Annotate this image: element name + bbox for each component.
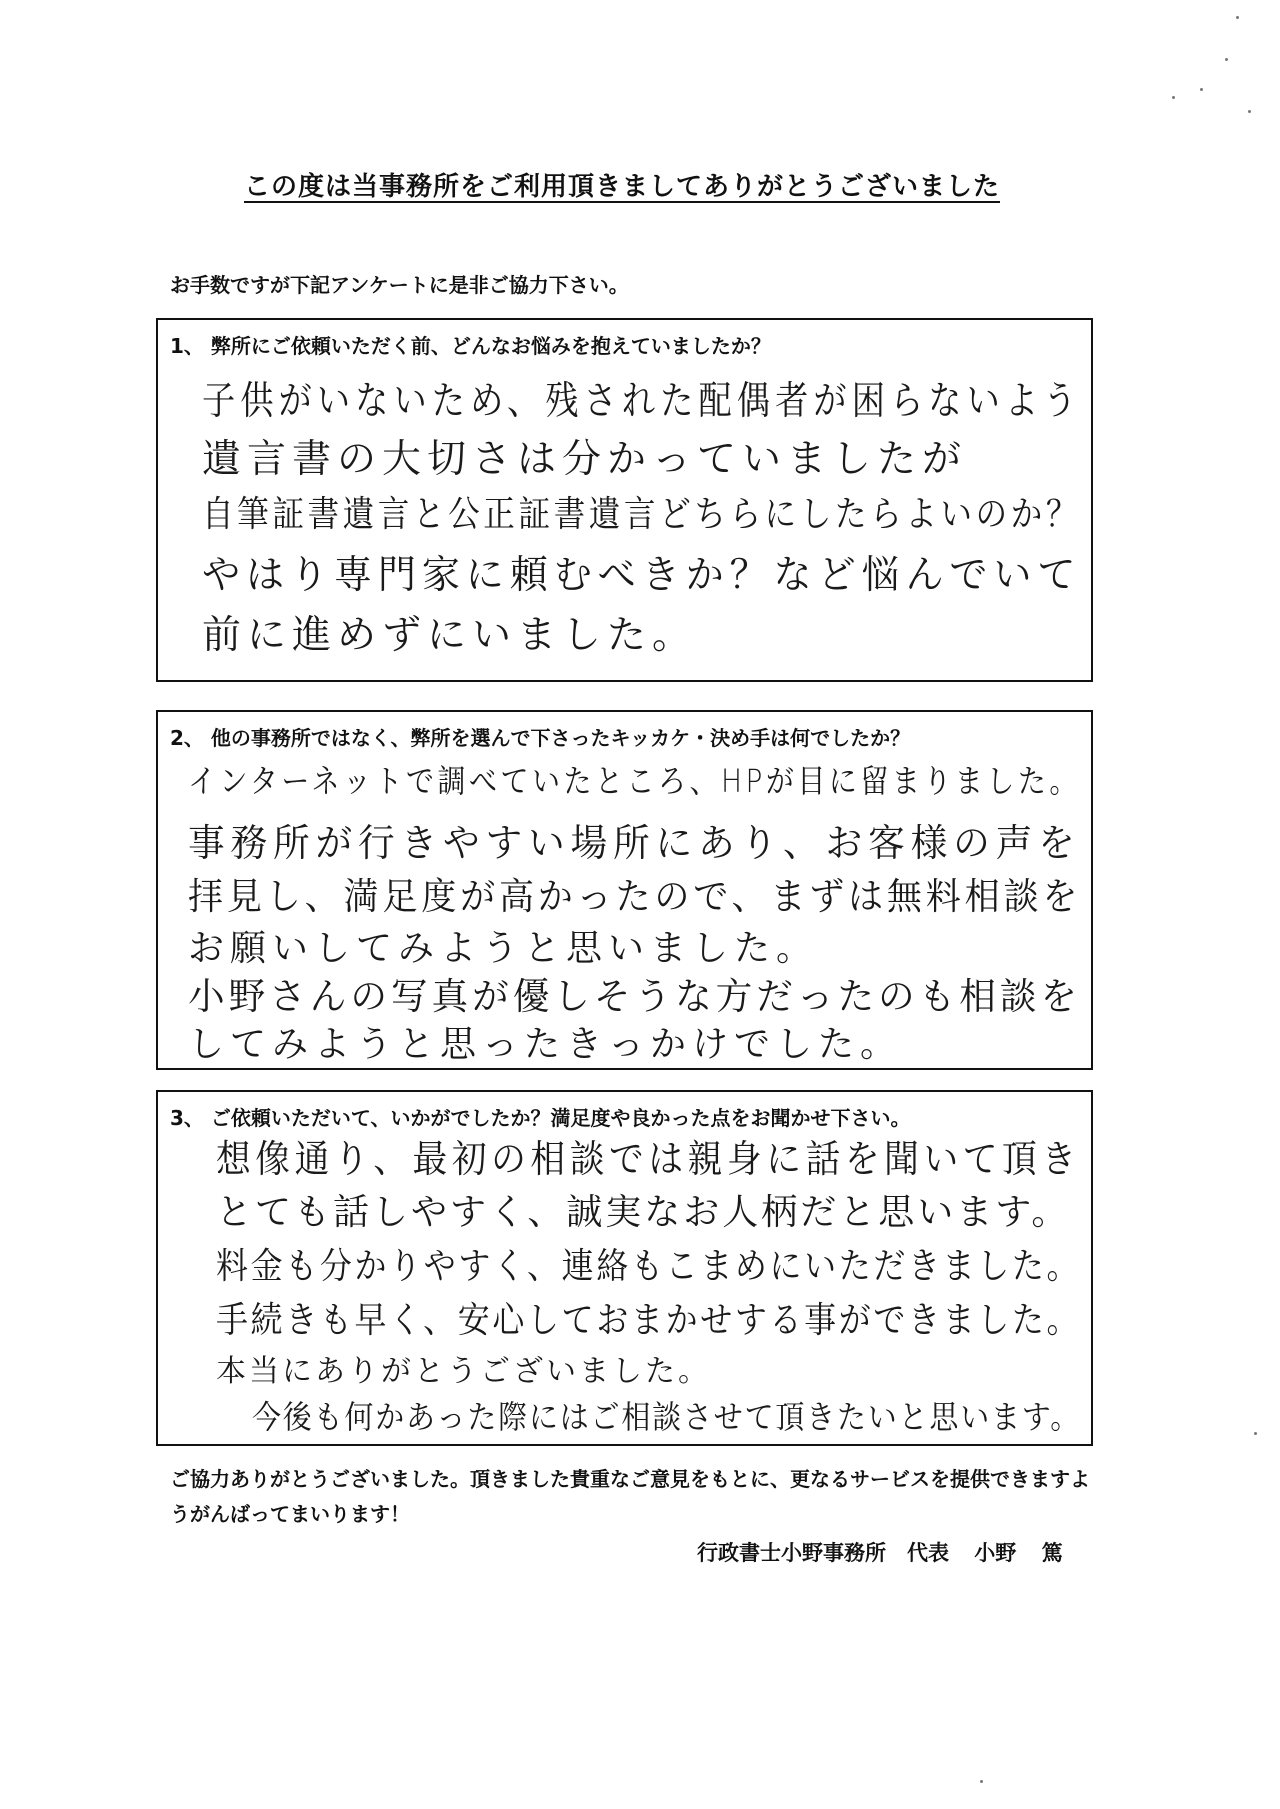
- answer-1-line-3: 自筆証書遺言と公正証書遺言どちらにしたらよいのか？: [202, 494, 1082, 535]
- scan-speck: [1254, 1432, 1257, 1435]
- answer-2-line-5: 小野さんの写真が優しそうな方だったのも相談を: [188, 975, 1081, 1018]
- question-3-box: [156, 1090, 1093, 1446]
- question-1-prompt: 1、 弊所にご依頼いただく前、どんなお悩みを抱えていましたか？: [170, 334, 771, 358]
- question-3-prompt: 3、 ご依頼いただいて、いかがでしたか？満足度や良かった点をお聞かせ下さい。: [170, 1106, 911, 1130]
- scan-speck: [1248, 110, 1251, 113]
- question-2-prompt: 2、 他の事務所ではなく、弊所を選んで下さったキッカケ・決め手は何でしたか？: [170, 726, 911, 750]
- scan-speck: [1172, 96, 1175, 99]
- answer-3-line-5: 本当にありがとうございました。: [216, 1354, 711, 1389]
- question-2-box: [156, 710, 1093, 1070]
- answer-3-line-2: とても話しやすく、誠実なお人柄だと思います。: [216, 1192, 1071, 1233]
- survey-intro: お手数ですが下記アンケートに是非ご協力下さい。: [170, 273, 629, 297]
- answer-1-line-2: 遺言書の大切さは分かっていましたが: [202, 437, 968, 482]
- answer-2-line-1: インターネットで調べていたところ、HPが目に留まりました。: [188, 762, 1081, 800]
- scan-speck: [980, 1780, 983, 1783]
- answer-1-line-5: 前に進めずにいました。: [202, 613, 698, 658]
- answer-3-line-6: 今後も何かあった際にはご相談させて頂きたいと思います。: [252, 1398, 1082, 1436]
- question-1-box: [156, 318, 1093, 682]
- closing-thanks: ご協力ありがとうございました。頂きました貴重なご意見をもとに、更なるサービスを提供できますようがんばってまいります！: [170, 1467, 1090, 1526]
- answer-2-line-3: 拝見し、満足度が高かったので、まずは無料相談を: [188, 875, 1082, 918]
- answer-3-line-1: 想像通り、最初の相談では親身に話を聞いて頂き: [216, 1137, 1081, 1181]
- scan-speck: [1200, 88, 1203, 91]
- answer-1-line-1: 子供がいないため、残された配偶者が困らないよう: [202, 379, 1082, 424]
- scan-speck: [1225, 58, 1228, 61]
- answer-2-line-6: してみようと思ったきっかけでした。: [188, 1024, 903, 1065]
- answer-1-line-4: やはり専門家に頼むべきか？など悩んでいて: [202, 553, 1082, 598]
- answer-2-line-4: お願いしてみようと思いました。: [188, 928, 819, 969]
- page-title: この度は当事務所をご利用頂きましてありがとうございました: [244, 172, 1001, 202]
- answer-3-line-3: 料金も分かりやすく、連絡もこまめにいただきました。: [216, 1246, 1082, 1287]
- answer-3-line-4: 手続きも早く、安心しておまかせする事ができました。: [216, 1300, 1082, 1341]
- scan-speck: [1236, 16, 1239, 19]
- office-signature: 行政書士小野事務所 代表 小野 篤: [697, 1541, 1063, 1565]
- answer-2-line-2: 事務所が行きやすい場所にあり、お客様の声を: [188, 821, 1081, 865]
